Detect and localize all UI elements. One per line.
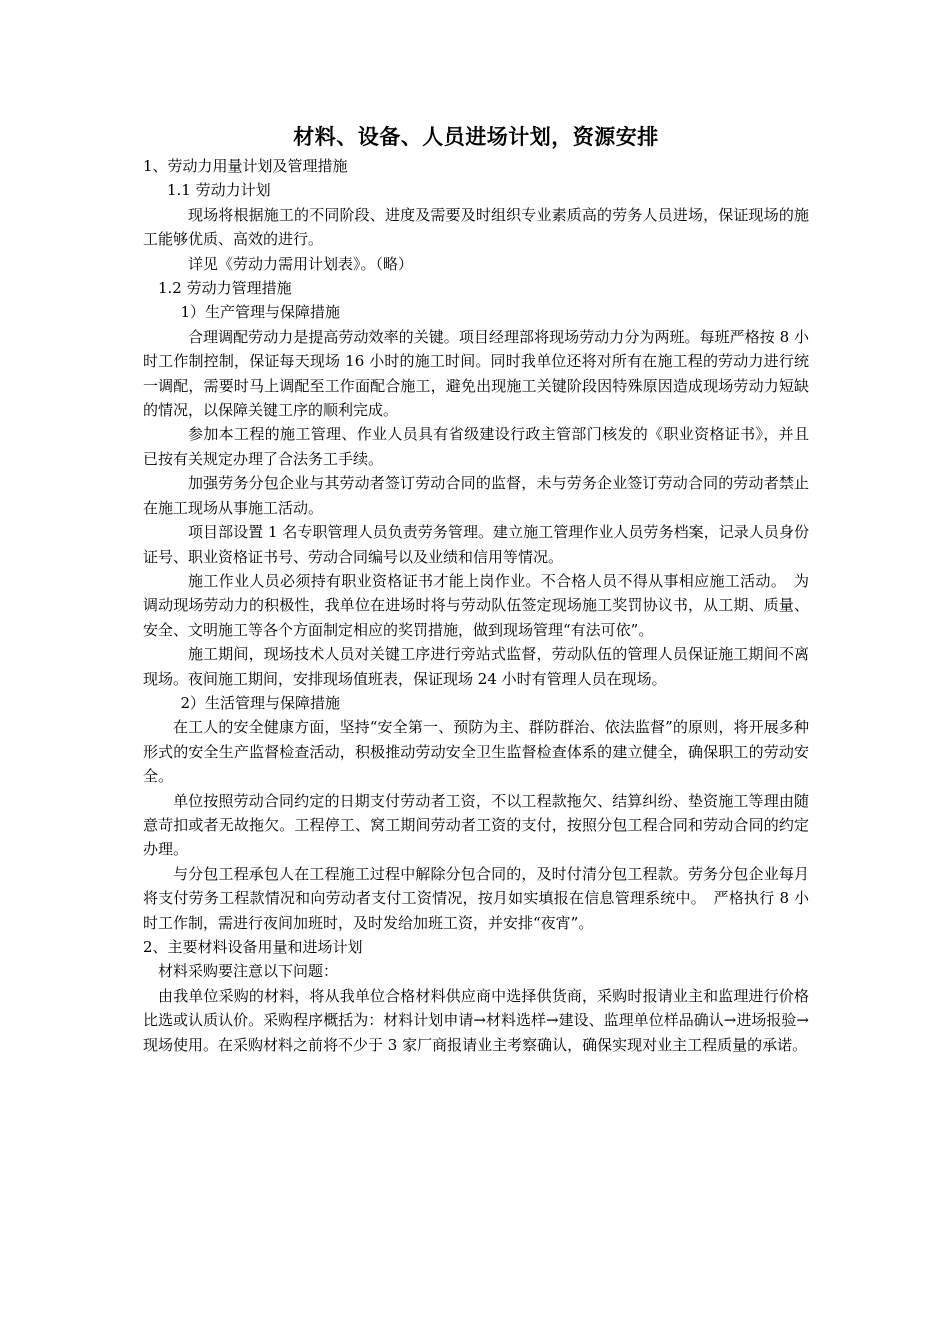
paragraph-subcontract-payment: 与分包工程承包人在工程施工过程中解除分包合同的，及时付清分包工程款。劳务分包企业每月将支付劳务工程款情况和向劳动者支付工资情况，按月如实填报在信息管理系统中。 严格执行 8 小时工作制，需进行夜间加班时，及时发给加班工资，并安排“夜宵”。: [143, 864, 809, 932]
item-heading-living: 2）生活管理与保障措施: [180, 693, 341, 712]
document-title: 材料、设备、人员进场计划，资源安排: [293, 124, 659, 149]
paragraph-procurement-process: 由我单位采购的材料，将从我单位合格材料供应商中选择供货商，采购时报请业主和监理进行价格比选或认质认价。采购程序概括为：材料计划申请→材料选样→建设、监理单位样品确认→进场报验→现场使用。在采购材料之前将不少于 3 家厂商报请业主考察确认，确保实现对业主工程质量的承诺。: [143, 986, 809, 1054]
paragraph-labor-management-staff: 项目部设置 1 名专职管理人员负责劳务管理。建立施工管理作业人员劳务档案，记录人员身份证号、职业资格证书号、劳动合同编号以及业绩和信用等情况。: [143, 523, 809, 566]
paragraph-labor-contract: 加强劳务分包企业与其劳动者签订劳动合同的监督，未与劳务企业签订劳动合同的劳动者禁止在施工现场从事施工活动。: [143, 474, 809, 517]
paragraph-labor-plan: 现场将根据施工的不同阶段、进度及需要及时组织专业素质高的劳务人员进场，保证现场的施工能够优质、高效的进行。: [143, 205, 809, 249]
paragraph-qualification: 参加本工程的施工管理、作业人员具有省级建设行政主管部门核发的《职业资格证书》，并且已按有关规定办理了合法务工手续。: [143, 425, 809, 468]
paragraph-labor-plan-ref: 详见《劳动力需用计划表》。（略）: [188, 254, 414, 273]
document-body: [143, 120, 809, 1057]
subsection-heading-1-2: 1.2 劳动力管理措施: [158, 279, 292, 298]
paragraph-procurement-intro: 材料采购要注意以下问题：: [158, 962, 339, 981]
paragraph-supervision: 施工期间，现场技术人员对关键工序进行旁站式监督，劳动队伍的管理人员保证施工期间不离现场。夜间施工期间，安排现场值班表，保证现场 24 小时有管理人员在现场。: [143, 645, 809, 688]
paragraph-safety-health: 在工人的安全健康方面，坚持“安全第一、预防为主、群防群治、依法监督”的原则，将开展多种形式的安全生产监督检查活动，积极推动劳动安全卫生监督检查体系的建立健全，确保职工的劳动安全。: [143, 718, 809, 786]
paragraph-certification-incentive: 施工作业人员必须持有职业资格证书才能上岗作业。不合格人员不得从事相应施工活动。 为调动现场劳动力的积极性，我单位在进场时将与劳动队伍签定现场施工奖罚协议书，从工期、质量、安全、文明施工等各个方面制定相应的奖罚措施，做到现场管理“有法可依”。: [143, 571, 809, 639]
section-heading-2: 2、主要材料设备用量和进场计划: [143, 938, 363, 956]
section-heading-1: 1、劳动力用量计划及管理措施: [143, 157, 348, 175]
subsection-heading-1-1: 1.1 劳动力计划: [167, 181, 271, 200]
paragraph-labor-allocation: 合理调配劳动力是提高劳动效率的关键。项目经理部将现场劳动力分为两班。每班严格按 8 小时工作制控制，保证每天现场 16 小时的施工时间。同时我单位还将对所有在施工程的劳动力进行统一调配，需要时马上调配至工作面配合施工，避免出现施工关键阶段因特殊原因造成现场劳动力短缺的情况，以保障关键工序的顺利完成。: [143, 327, 809, 420]
item-heading-production: 1）生产管理与保障措施: [180, 303, 341, 322]
paragraph-wage-payment: 单位按照劳动合同约定的日期支付劳动者工资，不以工程款拖欠、结算纠纷、垫资施工等理由随意苛扣或者无故拖欠。工程停工、窝工期间劳动者工资的支付，按照分包工程合同和劳动合同的约定办理。: [143, 791, 809, 859]
